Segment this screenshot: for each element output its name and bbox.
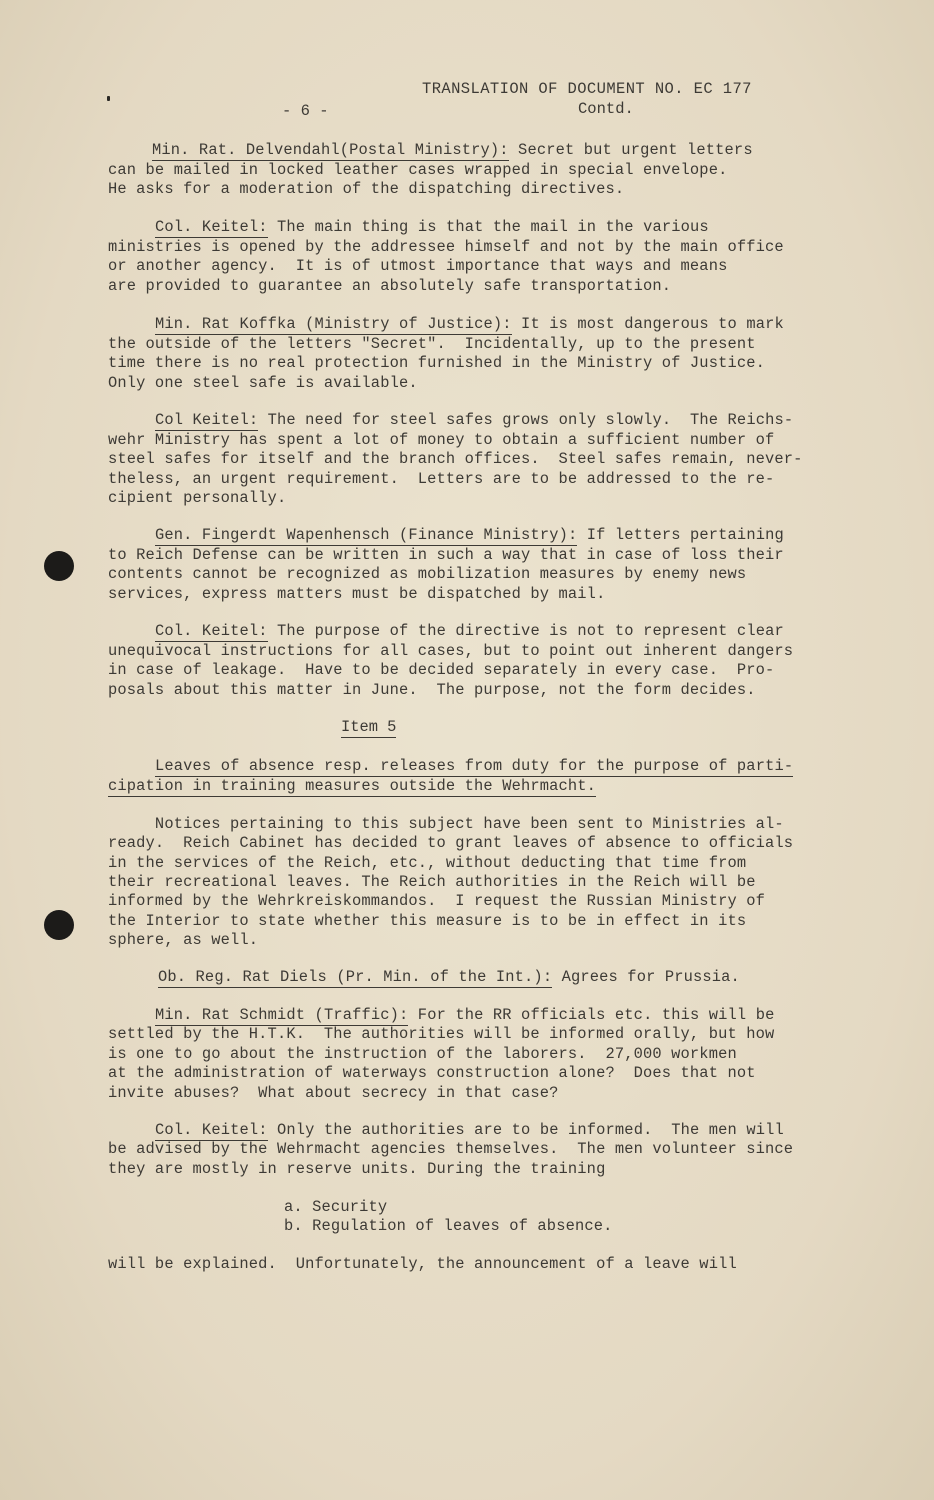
paragraph-line xyxy=(155,314,784,334)
paragraph-line: the outside of the letters "Secret". Incidentally, up to the present xyxy=(108,335,756,353)
continued-label: Contd. xyxy=(578,100,634,118)
paragraph-line: settled by the H.T.K. The authorities will be informed orally, but how xyxy=(108,1025,775,1043)
paragraph-line: in case of leakage. Have to be decided separately in every case. Pro- xyxy=(108,661,775,679)
section-title-line xyxy=(108,776,596,796)
section-title-text: Leaves of absence resp. releases from duty for the purpose of parti- xyxy=(155,757,794,775)
speaker-name: Min. Rat. Delvendahl(Postal Ministry): xyxy=(152,141,509,159)
paragraph-line: invite abuses? What about secrecy in that case? xyxy=(108,1084,559,1102)
paragraph-line: wehr Ministry has spent a lot of money to obtain a sufficient number of xyxy=(108,431,775,449)
paragraph-line: the Interior to state whether this measure is to be in effect in its xyxy=(108,912,747,930)
speaker-name: Min. Rat Schmidt (Traffic): xyxy=(155,1006,409,1024)
section-title-line xyxy=(155,756,793,776)
text-run: Secret but urgent letters xyxy=(508,141,753,159)
paragraph-line: can be mailed in locked leather cases wrapped in special envelope. xyxy=(108,161,728,179)
paragraph-line: in the services of the Reich, etc., without deducting that time from xyxy=(108,854,747,872)
text-run: For the RR officials etc. this will be xyxy=(408,1006,775,1024)
paragraph-line: their recreational leaves. The Reich authorities in the Reich will be xyxy=(108,873,756,891)
paragraph-line xyxy=(155,410,793,430)
paragraph-line: services, express matters must be dispatched by mail. xyxy=(108,585,606,603)
document-title: TRANSLATION OF DOCUMENT NO. EC 177 xyxy=(422,80,752,98)
list-item: b. Regulation of leaves of absence. xyxy=(284,1217,613,1235)
speaker-name: Col. Keitel: xyxy=(155,622,268,640)
page-number: - 6 - xyxy=(282,102,329,120)
paragraph-line xyxy=(155,1120,784,1140)
paragraph-line: Notices pertaining to this subject have been sent to Ministries al- xyxy=(108,815,784,833)
text-run: The main thing is that the mail in the various xyxy=(267,218,709,236)
speaker-name: Col Keitel: xyxy=(155,411,259,429)
text-run: The need for steel safes grows only slowly. The Reichs- xyxy=(258,411,794,429)
paragraph-line xyxy=(155,621,784,641)
list-item: a. Security xyxy=(284,1198,388,1216)
paragraph-line: is one to go about the instruction of the laborers. 27,000 workmen xyxy=(108,1045,737,1063)
heading-text: Item 5 xyxy=(341,718,397,736)
speaker-name: Ob. Reg. Rat Diels (Pr. Min. of the Int.): xyxy=(158,968,553,986)
paragraph-line: informed by the Wehrkreiskommandos. I request the Russian Ministry of xyxy=(108,892,766,910)
paragraph-line: ministries is opened by the addressee himself and not by the main office xyxy=(108,238,784,256)
text-run: Agrees for Prussia. xyxy=(552,968,740,986)
paragraph-line: ready. Reich Cabinet has decided to grant leaves of absence to officials xyxy=(108,834,794,852)
paragraph-line xyxy=(155,525,784,545)
section-heading xyxy=(341,718,396,736)
paragraph-line xyxy=(158,967,740,987)
speaker-name: Min. Rat Koffka (Ministry of Justice): xyxy=(155,315,512,333)
paragraph-line: are provided to guarantee an absolutely safe transportation. xyxy=(108,277,672,295)
paragraph-line xyxy=(152,140,753,160)
text-run: The purpose of the directive is not to represent clear xyxy=(267,622,784,640)
paragraph-line: to Reich Defense can be written in such a way that in case of loss their xyxy=(108,546,784,564)
speaker-name: Gen. Fingerdt Wapenhensch (Finance Ministry): xyxy=(155,526,578,544)
paragraph-line: contents cannot be recognized as mobilization measures by enemy news xyxy=(108,565,747,583)
punch-hole-top xyxy=(44,551,74,581)
paragraph-line: cipient personally. xyxy=(108,489,287,507)
speaker-name: Col. Keitel: xyxy=(155,218,268,236)
paragraph-line: Only one steel safe is available. xyxy=(108,374,418,392)
paragraph-line: will be explained. Unfortunately, the announcement of a leave will xyxy=(108,1255,737,1273)
paragraph-line: time there is no real protection furnished in the Ministry of Justice. xyxy=(108,354,766,372)
paragraph-line: unequivocal instructions for all cases, but to point out inherent dangers xyxy=(108,642,794,660)
paragraph-line: He asks for a moderation of the dispatching directives. xyxy=(108,180,625,198)
section-title-text: cipation in training measures outside the Wehrmacht. xyxy=(108,777,597,795)
paragraph-line xyxy=(155,217,709,237)
text-run: Only the authorities are to be informed. The men will xyxy=(267,1121,784,1139)
paragraph-line: they are mostly in reserve units. During the training xyxy=(108,1160,606,1178)
speaker-name: Col. Keitel: xyxy=(155,1121,268,1139)
text-run: If letters pertaining xyxy=(577,526,784,544)
paragraph-line: theless, an urgent requirement. Letters are to be addressed to the re- xyxy=(108,470,775,488)
paragraph-line: or another agency. It is of utmost importance that ways and means xyxy=(108,257,728,275)
paragraph-line: at the administration of waterways construction alone? Does that not xyxy=(108,1064,756,1082)
paragraph-line: steel safes for itself and the branch offices. Steel safes remain, never- xyxy=(108,450,803,468)
punch-hole-bottom xyxy=(44,910,74,940)
paragraph-line: sphere, as well. xyxy=(108,931,259,949)
paragraph-line: be advised by the Wehrmacht agencies themselves. The men volunteer since xyxy=(108,1140,794,1158)
paragraph-line xyxy=(155,1005,774,1025)
ink-mark xyxy=(107,96,110,101)
text-run: It is most dangerous to mark xyxy=(511,315,784,333)
paragraph-line: posals about this matter in June. The purpose, not the form decides. xyxy=(108,681,756,699)
